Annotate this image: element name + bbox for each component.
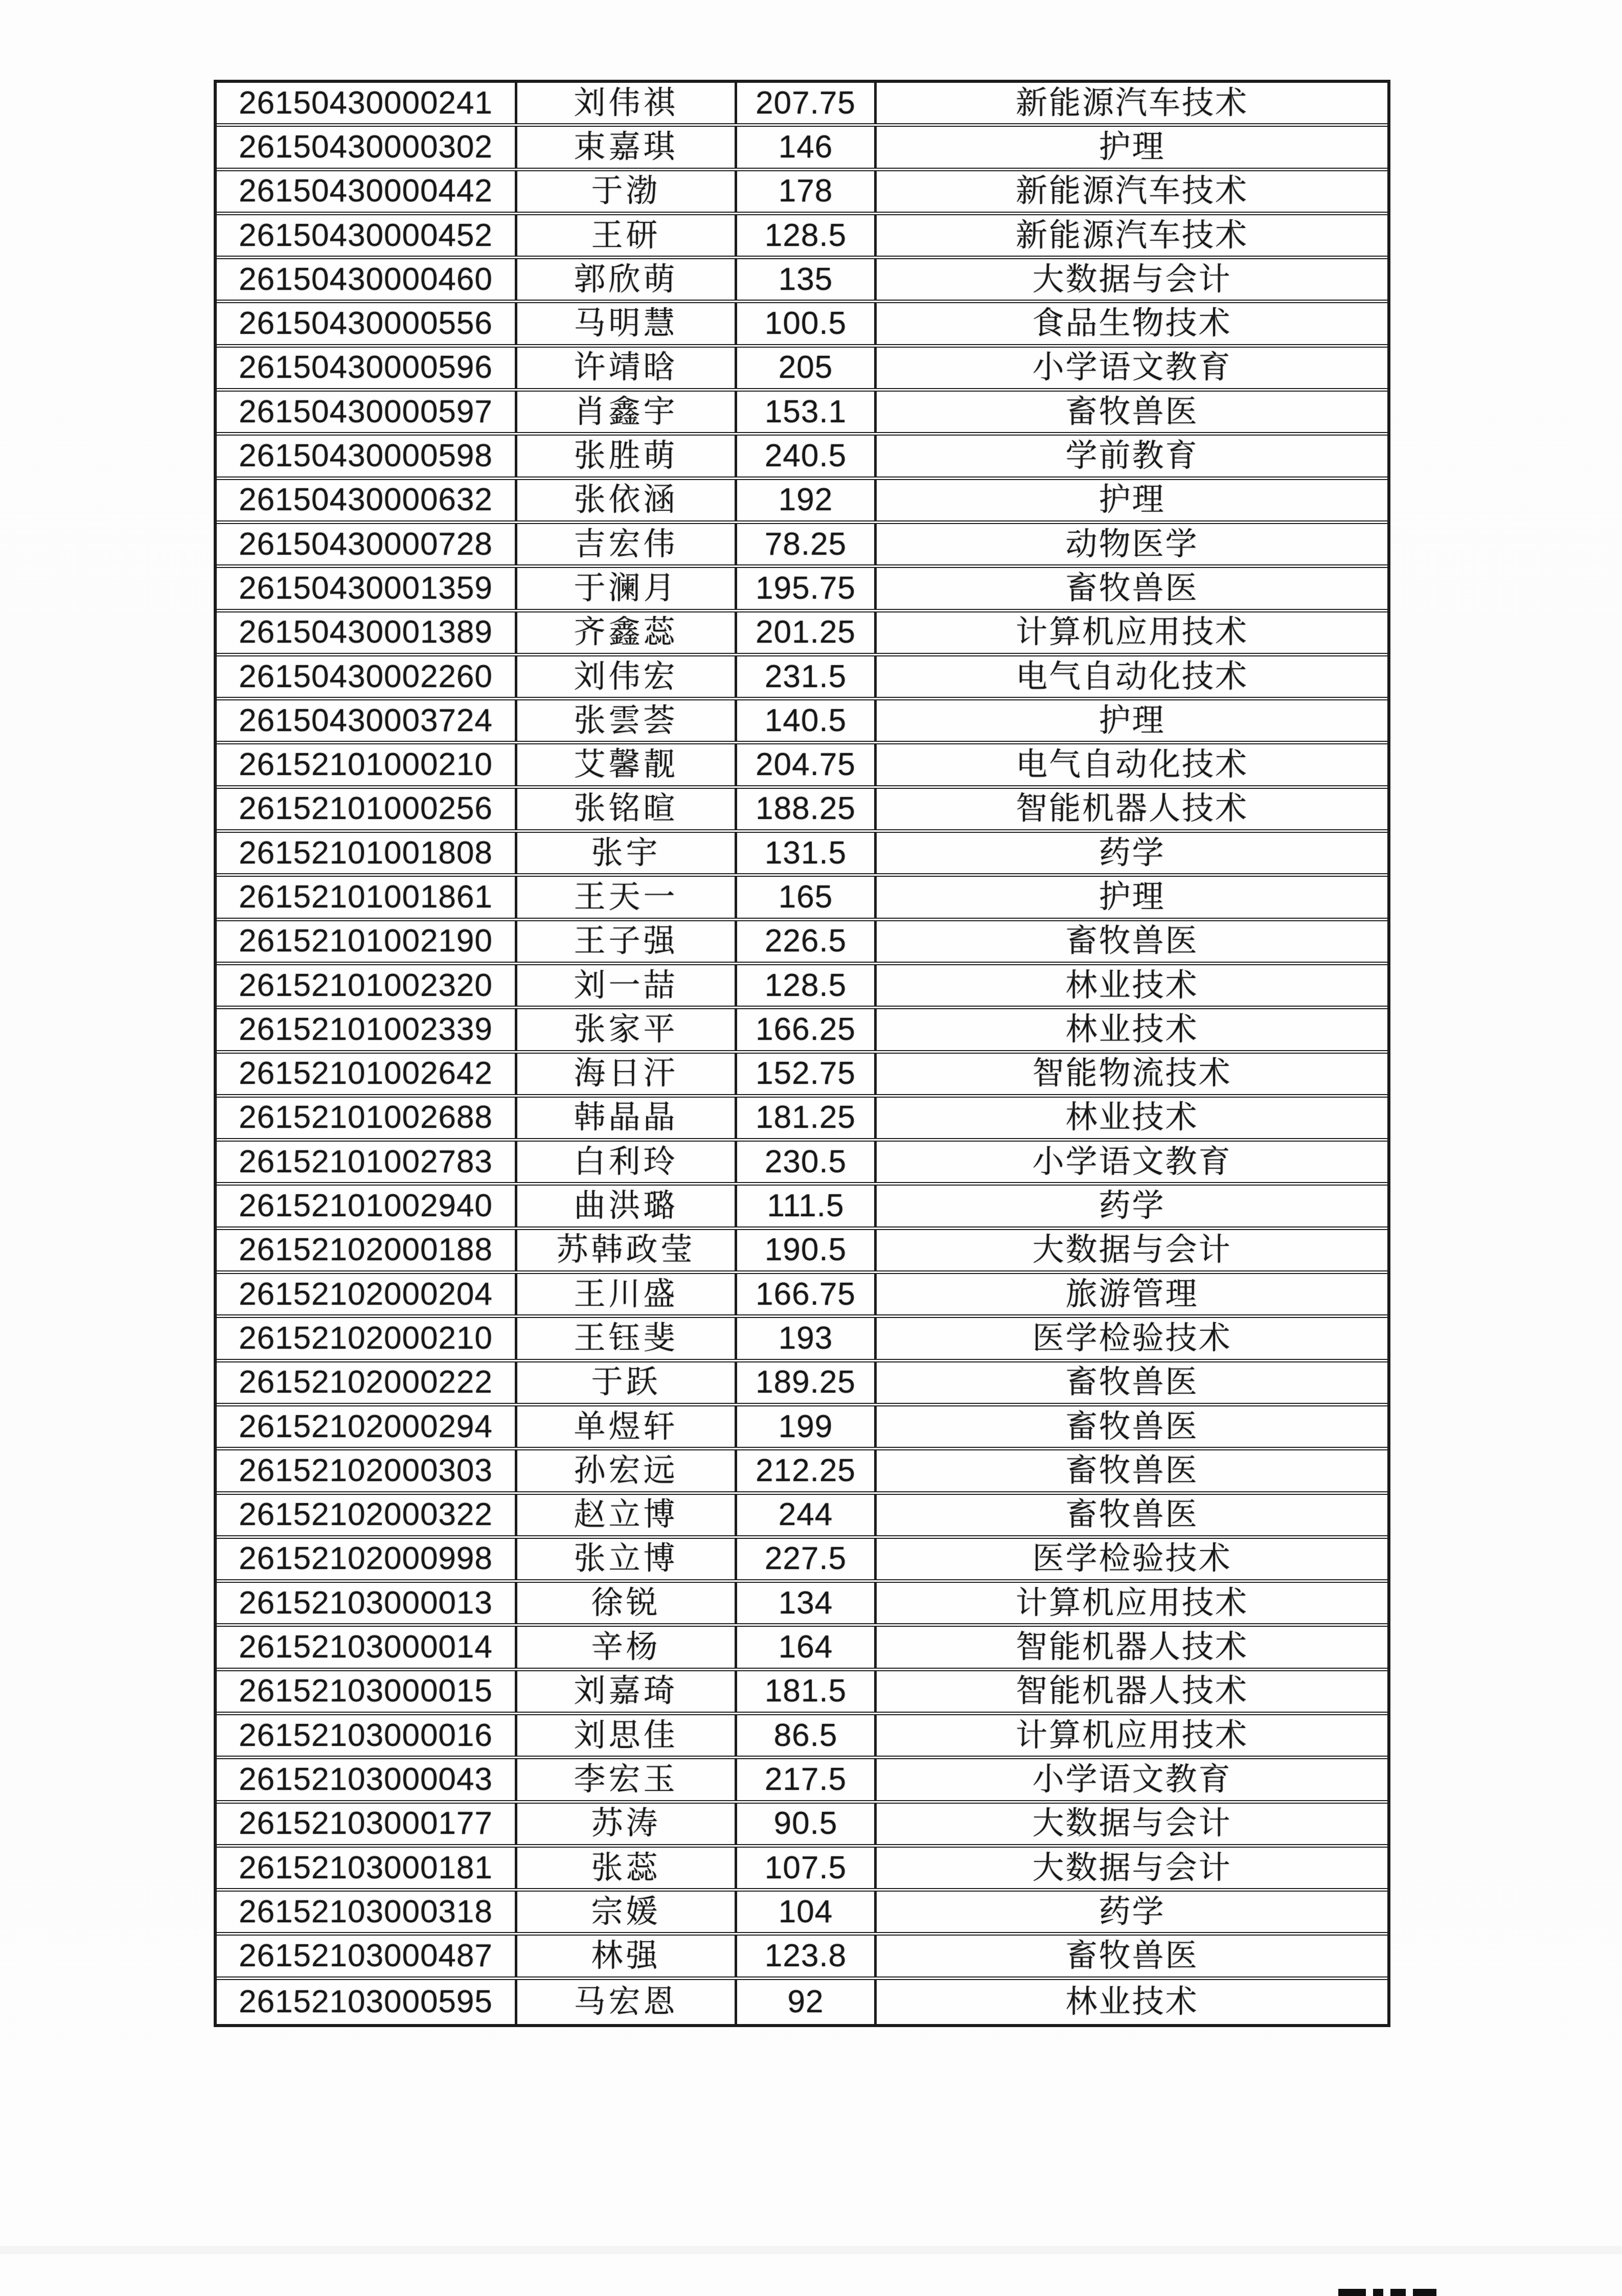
major-cell: 大数据与会计 <box>1032 1806 1232 1842</box>
table-row <box>217 303 1387 347</box>
name-cell: 单煜轩 <box>517 1406 737 1447</box>
name-cell: 张宇 <box>517 833 737 873</box>
major-cell: 新能源汽车技术 <box>1015 217 1248 253</box>
name-cell: 王钰斐 <box>517 1318 737 1358</box>
name-cell: 苏韩政莹 <box>517 1230 737 1270</box>
name-cell: 张依涵 <box>517 480 737 520</box>
name-cell: 张胜萌 <box>517 436 737 476</box>
table-row <box>217 1980 1387 2024</box>
name-cell: 刘思佳 <box>517 1715 737 1756</box>
candidate-id-cell: 26152101002190 <box>217 921 517 962</box>
score-cell: 199 <box>737 1406 877 1447</box>
name-cell: 孙宏远 <box>517 1450 737 1491</box>
candidate-id-cell: 26150430000460 <box>217 259 517 300</box>
candidate-id-cell: 26150430000597 <box>217 392 517 432</box>
score-cell: 152.75 <box>737 1054 877 1094</box>
table-row <box>217 1583 1387 1627</box>
name-cell: 于渤 <box>517 171 737 212</box>
table-row <box>217 877 1387 921</box>
score-cell: 240.5 <box>737 436 877 476</box>
candidate-id-cell: 26152101000210 <box>217 744 517 785</box>
major-cell: 新能源汽车技术 <box>1015 173 1248 209</box>
table-row <box>217 1671 1387 1715</box>
name-cell: 许靖晗 <box>517 348 737 388</box>
score-cell: 131.5 <box>737 833 877 873</box>
major-cell: 动物医学 <box>1065 526 1199 562</box>
name-cell: 张铭暄 <box>517 789 737 829</box>
table-row <box>217 1098 1387 1142</box>
major-cell: 畜牧兽医 <box>1065 1365 1199 1400</box>
table-row <box>217 215 1387 259</box>
major-cell: 计算机应用技术 <box>1015 1585 1248 1621</box>
major-cell: 畜牧兽医 <box>1065 923 1199 959</box>
candidate-id-cell: 26150430000598 <box>217 436 517 476</box>
score-cell: 92 <box>737 1980 877 2024</box>
major-cell: 学前教育 <box>1065 438 1199 474</box>
major-cell: 计算机应用技术 <box>1015 615 1248 650</box>
name-cell: 张立博 <box>517 1539 737 1579</box>
name-cell: 郭欣萌 <box>517 259 737 300</box>
score-cell: 90.5 <box>737 1804 877 1844</box>
table-row <box>217 656 1387 700</box>
candidate-id-cell: 26152102000998 <box>217 1539 517 1579</box>
score-cell: 244 <box>737 1495 877 1535</box>
score-cell: 111.5 <box>737 1186 877 1226</box>
candidate-id-cell: 26150430000556 <box>217 303 517 344</box>
score-cell: 153.1 <box>737 392 877 432</box>
table-row <box>217 965 1387 1009</box>
table-row <box>217 1318 1387 1362</box>
major-cell: 医学检验技术 <box>1032 1541 1232 1577</box>
name-cell: 张雲荟 <box>517 700 737 741</box>
candidate-id-cell: 26152103000318 <box>217 1892 517 1932</box>
major-cell: 林业技术 <box>1065 1984 1199 2019</box>
major-cell: 林业技术 <box>1065 1100 1199 1135</box>
major-cell: 护理 <box>1099 879 1166 915</box>
name-cell: 海日汗 <box>517 1054 737 1094</box>
major-cell: 林业技术 <box>1065 967 1199 1003</box>
name-cell: 刘一喆 <box>517 965 737 1006</box>
score-cell: 164 <box>737 1627 877 1667</box>
name-cell: 刘嘉琦 <box>517 1671 737 1712</box>
table-row <box>217 1848 1387 1892</box>
major-cell: 林业技术 <box>1065 1011 1199 1047</box>
candidate-id-cell: 26152101001808 <box>217 833 517 873</box>
candidate-id-cell: 26152103000177 <box>217 1804 517 1844</box>
score-cell: 78.25 <box>737 524 877 564</box>
candidate-id-cell: 26152103000016 <box>217 1715 517 1756</box>
name-cell: 齐鑫蕊 <box>517 612 737 653</box>
table-row <box>217 259 1387 303</box>
score-cell: 178 <box>737 171 877 212</box>
table-row <box>217 1539 1387 1583</box>
major-cell: 畜牧兽医 <box>1065 394 1199 429</box>
major-cell: 大数据与会计 <box>1032 1850 1232 1885</box>
major-cell: 旅游管理 <box>1065 1276 1199 1312</box>
major-cell: 护理 <box>1099 482 1166 518</box>
name-cell: 李宏玉 <box>517 1759 737 1800</box>
table-row <box>217 1230 1387 1274</box>
score-cell: 100.5 <box>737 303 877 344</box>
score-cell: 192 <box>737 480 877 520</box>
major-cell: 食品生物技术 <box>1032 306 1232 342</box>
table-row <box>217 1142 1387 1186</box>
table-row <box>217 612 1387 656</box>
table-row <box>217 1715 1387 1759</box>
candidate-id-cell: 26150430001389 <box>217 612 517 653</box>
name-cell: 于澜月 <box>517 568 737 608</box>
name-cell: 曲洪璐 <box>517 1186 737 1226</box>
candidate-id-cell: 26152103000014 <box>217 1627 517 1667</box>
major-cell: 药学 <box>1099 835 1166 871</box>
name-cell: 马明慧 <box>517 303 737 344</box>
candidate-id-cell: 26152102000303 <box>217 1450 517 1491</box>
table-row <box>217 789 1387 833</box>
name-cell: 张家平 <box>517 1009 737 1050</box>
name-cell: 刘伟宏 <box>517 656 737 697</box>
candidate-id-cell: 26150430000442 <box>217 171 517 212</box>
score-cell: 217.5 <box>737 1759 877 1800</box>
name-cell: 张蕊 <box>517 1848 737 1888</box>
candidate-id-cell: 26150430003724 <box>217 700 517 741</box>
score-cell: 230.5 <box>737 1142 877 1182</box>
table-row <box>217 833 1387 877</box>
score-cell: 140.5 <box>737 700 877 741</box>
name-cell: 林强 <box>517 1936 737 1976</box>
candidate-id-cell: 26150430001359 <box>217 568 517 608</box>
score-cell: 86.5 <box>737 1715 877 1756</box>
score-cell: 123.8 <box>737 1936 877 1976</box>
major-cell: 畜牧兽医 <box>1065 1938 1199 1974</box>
table-row <box>217 921 1387 965</box>
candidate-id-cell: 26152103000181 <box>217 1848 517 1888</box>
name-cell: 吉宏伟 <box>517 524 737 564</box>
table-row <box>217 392 1387 436</box>
major-cell: 畜牧兽医 <box>1065 1452 1199 1488</box>
major-cell: 电气自动化技术 <box>1015 658 1248 694</box>
candidate-id-cell: 26150430000452 <box>217 215 517 256</box>
scan-artifact-band <box>0 2246 1622 2254</box>
candidate-id-cell: 26152101002642 <box>217 1054 517 1094</box>
score-cell: 227.5 <box>737 1539 877 1579</box>
table-row <box>217 1495 1387 1539</box>
candidate-id-cell: 26150430000302 <box>217 127 517 167</box>
major-cell: 畜牧兽医 <box>1065 570 1199 606</box>
score-cell: 207.75 <box>737 83 877 123</box>
name-cell: 韩晶晶 <box>517 1098 737 1138</box>
major-cell: 智能机器人技术 <box>1015 1629 1248 1665</box>
major-cell: 大数据与会计 <box>1032 261 1232 297</box>
score-cell: 166.25 <box>737 1009 877 1050</box>
score-cell: 107.5 <box>737 1848 877 1888</box>
score-cell: 135 <box>737 259 877 300</box>
score-cell: 166.75 <box>737 1274 877 1314</box>
major-cell: 护理 <box>1099 129 1166 165</box>
score-cell: 181.5 <box>737 1671 877 1712</box>
score-cell: 146 <box>737 127 877 167</box>
candidate-id-cell: 26152101002940 <box>217 1186 517 1226</box>
table-row <box>217 83 1387 127</box>
table-row <box>217 480 1387 524</box>
candidate-id-cell: 26152101001861 <box>217 877 517 917</box>
table-row <box>217 1362 1387 1406</box>
table-row <box>217 1274 1387 1318</box>
table-row <box>217 1627 1387 1671</box>
major-cell: 医学检验技术 <box>1032 1320 1232 1356</box>
score-cell: 195.75 <box>737 568 877 608</box>
name-cell: 马宏恩 <box>517 1980 737 2024</box>
major-cell: 智能机器人技术 <box>1015 1673 1248 1709</box>
score-cell: 134 <box>737 1583 877 1623</box>
table-row <box>217 744 1387 788</box>
table-row <box>217 348 1387 392</box>
candidate-id-cell: 26152102000222 <box>217 1362 517 1403</box>
table-row <box>217 1009 1387 1053</box>
major-cell: 大数据与会计 <box>1032 1232 1232 1268</box>
table-row <box>217 1759 1387 1803</box>
major-cell: 电气自动化技术 <box>1015 747 1248 783</box>
table-row <box>217 524 1387 568</box>
score-cell: 212.25 <box>737 1450 877 1491</box>
name-cell: 束嘉琪 <box>517 127 737 167</box>
candidate-id-cell: 26152102000188 <box>217 1230 517 1270</box>
table-row <box>217 700 1387 744</box>
score-table <box>214 80 1390 2027</box>
name-cell: 王研 <box>517 215 737 256</box>
candidate-id-cell: 26150430000596 <box>217 348 517 388</box>
major-cell: 新能源汽车技术 <box>1015 85 1248 121</box>
major-cell: 药学 <box>1099 1188 1166 1224</box>
table-row <box>217 568 1387 612</box>
major-cell: 小学语文教育 <box>1032 1761 1232 1797</box>
name-cell: 刘伟祺 <box>517 83 737 123</box>
major-cell: 护理 <box>1099 702 1166 738</box>
table-row <box>217 1892 1387 1936</box>
score-cell: 201.25 <box>737 612 877 653</box>
candidate-id-cell: 26152102000322 <box>217 1495 517 1535</box>
table-row <box>217 1804 1387 1848</box>
candidate-id-cell: 26152101000256 <box>217 789 517 829</box>
score-cell: 188.25 <box>737 789 877 829</box>
score-cell: 231.5 <box>737 656 877 697</box>
table-row <box>217 127 1387 171</box>
table-row <box>217 1054 1387 1098</box>
major-cell: 智能物流技术 <box>1032 1056 1232 1092</box>
major-cell: 小学语文教育 <box>1032 350 1232 385</box>
score-cell: 181.25 <box>737 1098 877 1138</box>
candidate-id-cell: 26152102000204 <box>217 1274 517 1314</box>
candidate-id-cell: 26152103000013 <box>217 1583 517 1623</box>
table-row <box>217 1406 1387 1450</box>
table-row <box>217 171 1387 215</box>
major-cell: 药学 <box>1099 1894 1166 1929</box>
name-cell: 王川盛 <box>517 1274 737 1314</box>
table-row <box>217 1186 1387 1230</box>
name-cell: 赵立博 <box>517 1495 737 1535</box>
score-cell: 193 <box>737 1318 877 1358</box>
score-cell: 204.75 <box>737 744 877 785</box>
table-row <box>217 436 1387 480</box>
score-cell: 128.5 <box>737 215 877 256</box>
candidate-id-cell: 26152103000487 <box>217 1936 517 1976</box>
major-cell: 计算机应用技术 <box>1015 1717 1248 1753</box>
name-cell: 肖鑫宇 <box>517 392 737 432</box>
score-cell: 205 <box>737 348 877 388</box>
score-cell: 165 <box>737 877 877 917</box>
major-cell: 畜牧兽医 <box>1065 1408 1199 1444</box>
candidate-id-cell: 26152103000015 <box>217 1671 517 1712</box>
table-row <box>217 1936 1387 1980</box>
candidate-id-cell: 26152101002783 <box>217 1142 517 1182</box>
score-cell: 189.25 <box>737 1362 877 1403</box>
candidate-id-cell: 26152103000595 <box>217 1980 517 2024</box>
candidate-id-cell: 26152102000294 <box>217 1406 517 1447</box>
score-cell: 104 <box>737 1892 877 1932</box>
candidate-id-cell: 26152103000043 <box>217 1759 517 1800</box>
name-cell: 宗媛 <box>517 1892 737 1932</box>
cutoff-text-fragment <box>1338 2289 1436 2296</box>
name-cell: 徐锐 <box>517 1583 737 1623</box>
score-cell: 128.5 <box>737 965 877 1006</box>
candidate-id-cell: 26150430000728 <box>217 524 517 564</box>
major-cell: 智能机器人技术 <box>1015 791 1248 827</box>
score-cell: 226.5 <box>737 921 877 962</box>
major-cell: 小学语文教育 <box>1032 1144 1232 1179</box>
candidate-id-cell: 26150430000632 <box>217 480 517 520</box>
name-cell: 辛杨 <box>517 1627 737 1667</box>
candidate-id-cell: 26152101002320 <box>217 965 517 1006</box>
name-cell: 艾馨靓 <box>517 744 737 785</box>
table-row <box>217 1450 1387 1494</box>
name-cell: 王天一 <box>517 877 737 917</box>
name-cell: 于跃 <box>517 1362 737 1403</box>
candidate-id-cell: 26152101002688 <box>217 1098 517 1138</box>
candidate-id-cell: 26152102000210 <box>217 1318 517 1358</box>
candidate-id-cell: 26150430000241 <box>217 83 517 123</box>
major-cell: 畜牧兽医 <box>1065 1497 1199 1533</box>
candidate-id-cell: 26150430002260 <box>217 656 517 697</box>
candidate-id-cell: 26152101002339 <box>217 1009 517 1050</box>
name-cell: 王子强 <box>517 921 737 962</box>
name-cell: 白利玲 <box>517 1142 737 1182</box>
score-cell: 190.5 <box>737 1230 877 1270</box>
name-cell: 苏涛 <box>517 1804 737 1844</box>
